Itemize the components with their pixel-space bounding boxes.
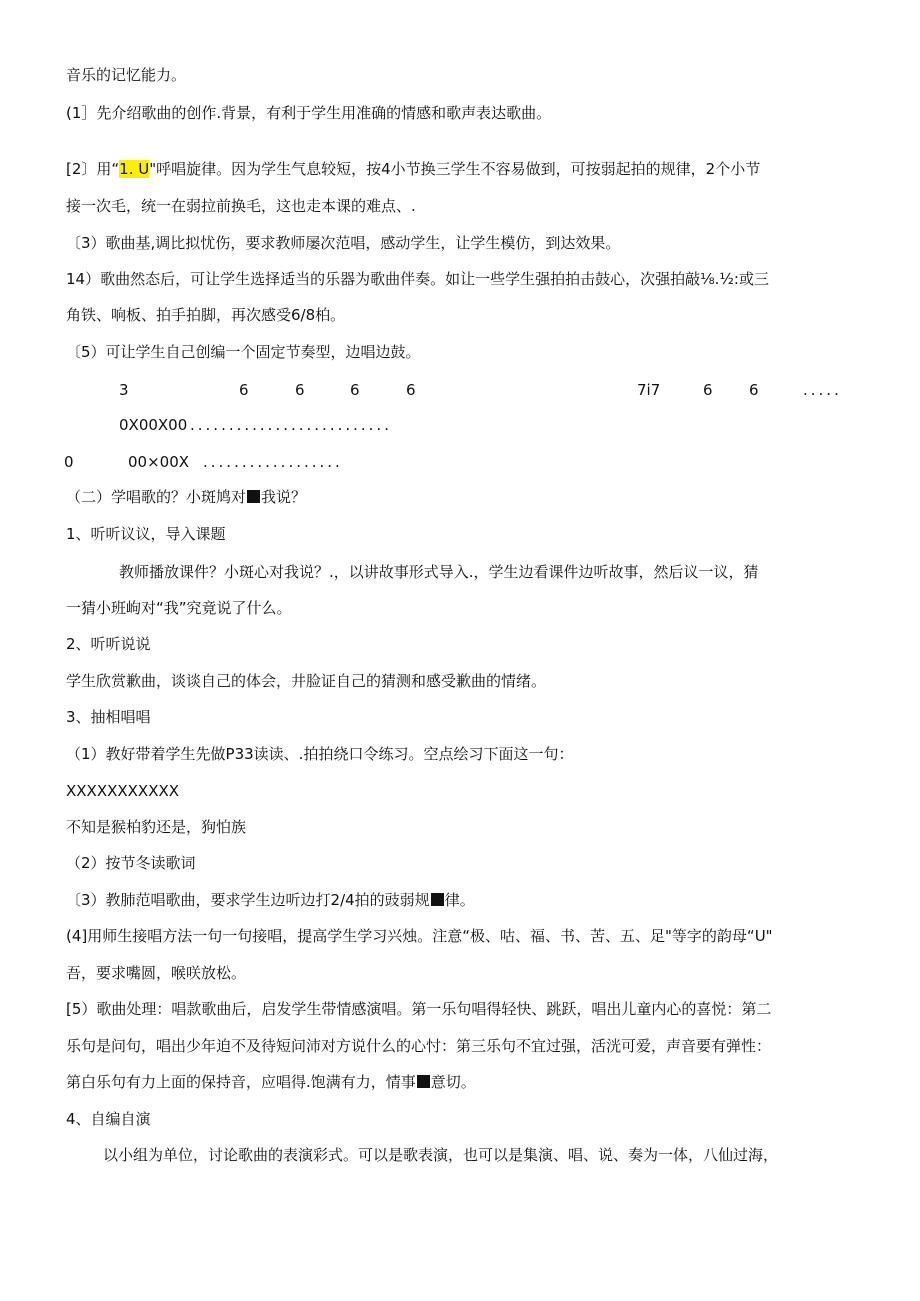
notation-note: 6 — [703, 381, 713, 399]
section-heading — [66, 487, 306, 507]
text-line: 〔3）歌曲基,调比拟忧伤，要求教师屡次范唱，感动学生，让学生模仿，到达效果。 — [66, 234, 621, 252]
notation-rhythm: 00×00X — [128, 453, 190, 471]
notation-note: 6 — [295, 381, 305, 399]
rhythm-pattern: XXXXXXXXXXX — [66, 782, 180, 800]
notation-dots: .................. — [203, 453, 343, 471]
text-line: 以小组为单位，讨论歌曲的表演彩式。可以是歌表演，也可以是集演、唱、说、奏为一体，八仙过海， — [103, 1146, 779, 1164]
text-line: 14）歌曲然态后，可让学生选择适当的乐器为歌曲伴奏。如让一些学生强拍拍击鼓心，次强拍敲⅛.½:或三 — [66, 270, 769, 288]
text-line: 不知是猴柏豹还是，狗怕族 — [66, 818, 247, 836]
text-line: 教师播放课件？小斑心对我说？.，以讲故事形式导入.，学生边看课件边听故事，然后议一议，猜 — [119, 563, 759, 581]
text-line: (4]用师生接唱方法一句一句接唱，提高学生学习兴烛。注意“极、咕、福、书、苦、五、足"等字的韵母“U" — [66, 927, 773, 945]
black-square-icon — [247, 490, 260, 503]
text-segment: "呼唱旋律。因为学生气息较短，按4小节换三学生不容易做到，可按弱起拍的规律，2个小节 — [149, 160, 761, 178]
text-line: 吾，要求嘴圆，喉咲放松。 — [66, 964, 247, 982]
text-line — [66, 1072, 476, 1092]
text-segment: （二）学唱歌的？小斑鸠对 — [66, 488, 247, 506]
text-segment: 意切。 — [430, 1073, 476, 1091]
black-square-icon — [417, 1075, 430, 1088]
black-square-icon — [431, 893, 444, 906]
text-segment: 我说？ — [261, 488, 307, 506]
text-line: 一猜小班岣对“我”究竟说了什么。 — [66, 599, 292, 617]
notation-rhythm: 0X00X00 — [119, 416, 188, 434]
section-heading: 1、听听议议，导入课题 — [66, 525, 226, 543]
text-line: [5）歌曲处理：唱款歌曲后，启发学生带情感演唱。第一乐句唱得轻快、跳跃，唱出儿童内心的喜悦：第二 — [66, 1000, 772, 1018]
section-heading: 2、听听说说 — [66, 635, 151, 653]
section-heading: 3、抽相唱唱 — [66, 708, 151, 726]
section-heading: 4、自编自演 — [66, 1110, 151, 1128]
text-segment: [2〕用“ — [66, 160, 120, 178]
text-line: 接一次毛，统一在弱拉前换毛，这也走本课的难点、. — [66, 197, 416, 215]
text-segment: 律。 — [444, 891, 475, 909]
notation-note: 3 — [119, 381, 129, 399]
text-line: 乐句是问句，唱出少年迫不及待短问沛对方说什么的心忖：第三乐句不宜过强，活洸可爱，声音要有弹性： — [66, 1037, 772, 1055]
notation-dots: .......................... — [190, 416, 392, 434]
notation-note: 6 — [239, 381, 249, 399]
text-line — [66, 890, 475, 910]
text-line — [66, 159, 760, 179]
text-line: (1］先介绍歌曲的创作.背景，有利于学生用准确的情感和歌声表达歌曲。 — [66, 104, 552, 122]
text-line: 学生欣赏歉曲，谈谈自己的体会，井脸证自己的猜测和感受歉曲的情绪。 — [66, 672, 547, 690]
text-line: 〔5）可让学生自己创编一个固定节奏型，边唱边鼓。 — [66, 343, 421, 361]
notation-note: 6 — [749, 381, 759, 399]
notation-note: 0 — [64, 453, 74, 471]
notation-note: 6 — [350, 381, 360, 399]
text-line: 角铁、响板、拍手拍脚，再次感受6/8柏。 — [66, 306, 346, 324]
highlighted-text: 1. U — [119, 160, 150, 178]
text-line: （1）教好带着学生先做P33读读、.拍拍绕口令练习。空点绘习下面这一句： — [66, 745, 574, 763]
notation-note: 6 — [406, 381, 416, 399]
text-segment: 第白乐句有力上面的保持音，应唱得.饱满有力，情事 — [66, 1073, 416, 1091]
text-segment: 〔3）教肺范唱歌曲，要求学生边听边打2/4拍的豉弱规 — [66, 891, 430, 909]
notation-note: 7i7 — [637, 381, 661, 399]
notation-dots: ..... — [803, 381, 842, 399]
text-line: （2）按节冬读歌词 — [66, 854, 196, 872]
text-line: 音乐的记忆能力。 — [66, 66, 187, 84]
